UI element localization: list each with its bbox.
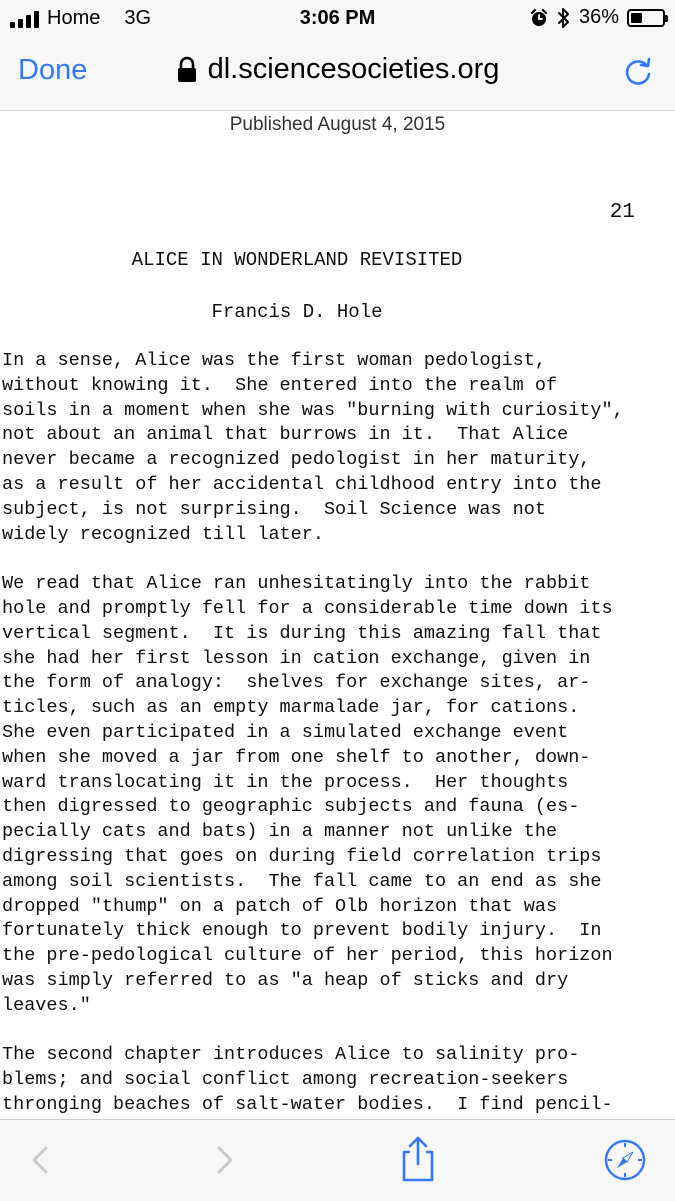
- status-bar: [0, 0, 675, 40]
- chevron-left-icon[interactable]: [22, 1140, 62, 1180]
- bluetooth-icon: [557, 7, 571, 29]
- text-line: she had her first lesson in cation exchange, given in: [2, 647, 591, 669]
- paragraph: [2, 349, 672, 547]
- text-line: soils in a moment when she was "burning with curiosity",: [2, 399, 624, 421]
- text-line: as a result of her accidental childhood entry into the: [2, 473, 602, 495]
- text-line: fortunately thick enough to prevent bodily injury. In: [2, 920, 602, 942]
- text-line: widely recognized till later.: [2, 523, 324, 545]
- text-line: then digressed to geographic subjects and fauna (es-: [2, 796, 580, 818]
- text-line: dropped "thump" on a patch of Olb horizon that was: [2, 895, 558, 917]
- battery-icon: [627, 9, 665, 27]
- text-line: In a sense, Alice was the first woman pedologist,: [2, 350, 546, 371]
- text-line: digressing that goes on during field correlation trips: [2, 845, 602, 867]
- text-line: when she moved a jar from one shelf to another, down-: [2, 746, 591, 768]
- text-line: thronging beaches of salt-water bodies. I find pencil-: [2, 1093, 613, 1115]
- text-line: ticles, such as an empty marmalade jar, for cations.: [2, 697, 580, 719]
- done-button[interactable]: Done: [18, 54, 88, 86]
- article-author: Francis D. Hole: [211, 301, 383, 323]
- text-line: She even participated in a simulated exchange event: [2, 721, 569, 743]
- text-line: among soil scientists. The fall came to an end as she: [2, 870, 602, 892]
- text-line: pecially cats and bats) in a manner not unlike the: [2, 821, 558, 843]
- text-line: We read that Alice ran unhesitatingly into the rabbit: [2, 573, 591, 595]
- reload-icon[interactable]: [621, 54, 655, 88]
- text-line: the pre-pedological culture of her period, this horizon: [2, 945, 613, 967]
- published-date: Published August 4, 2015: [229, 114, 446, 135]
- text-line: leaves.": [2, 994, 91, 1016]
- chevron-right-icon[interactable]: [205, 1140, 245, 1180]
- browser-nav-bar: [0, 40, 675, 111]
- pdf-document-view[interactable]: [0, 111, 675, 1119]
- status-right: [529, 6, 665, 29]
- text-line: hole and promptly fell for a considerable time down its: [2, 597, 613, 619]
- text-line: subject, is not surprising. Soil Science was not: [2, 498, 546, 520]
- alarm-icon: [529, 8, 549, 28]
- text-line: without knowing it. She entered into the realm of: [2, 374, 558, 396]
- carrier-label: Home: [47, 7, 101, 29]
- network-label: 3G: [124, 7, 152, 29]
- paragraph: [2, 1043, 672, 1117]
- text-line: never became a recognized pedologist in her maturity,: [2, 449, 591, 471]
- url-display[interactable]: [0, 53, 675, 86]
- article-body: [2, 349, 672, 1118]
- battery-percent: 36%: [578, 6, 619, 28]
- browser-toolbar: [0, 1119, 675, 1201]
- url-text: dl.sciencesocieties.org: [207, 53, 500, 85]
- paragraph: [2, 572, 672, 1018]
- text-line: blems; and social conflict among recreation-seekers: [2, 1069, 569, 1091]
- text-line: was simply referred to as "a heap of sticks and dry: [2, 969, 569, 991]
- lock-icon: [176, 56, 198, 84]
- text-line: not about an animal that burrows in it. That Alice: [2, 424, 569, 446]
- text-line: the form of analogy: shelves for exchange sites, ar-: [2, 672, 591, 694]
- text-line: vertical segment. It is during this amazing fall that: [2, 622, 602, 644]
- text-line: The second chapter introduces Alice to salinity pro-: [2, 1044, 580, 1066]
- article-title: ALICE IN WONDERLAND REVISITED: [131, 249, 463, 271]
- page-number: 21: [609, 201, 635, 224]
- status-time: 3:06 PM: [299, 7, 376, 29]
- share-icon[interactable]: [398, 1134, 438, 1184]
- battery-level: [631, 13, 642, 23]
- text-line: ward translocating it in the process. Her thoughts: [2, 771, 569, 793]
- compass-icon[interactable]: [603, 1138, 647, 1182]
